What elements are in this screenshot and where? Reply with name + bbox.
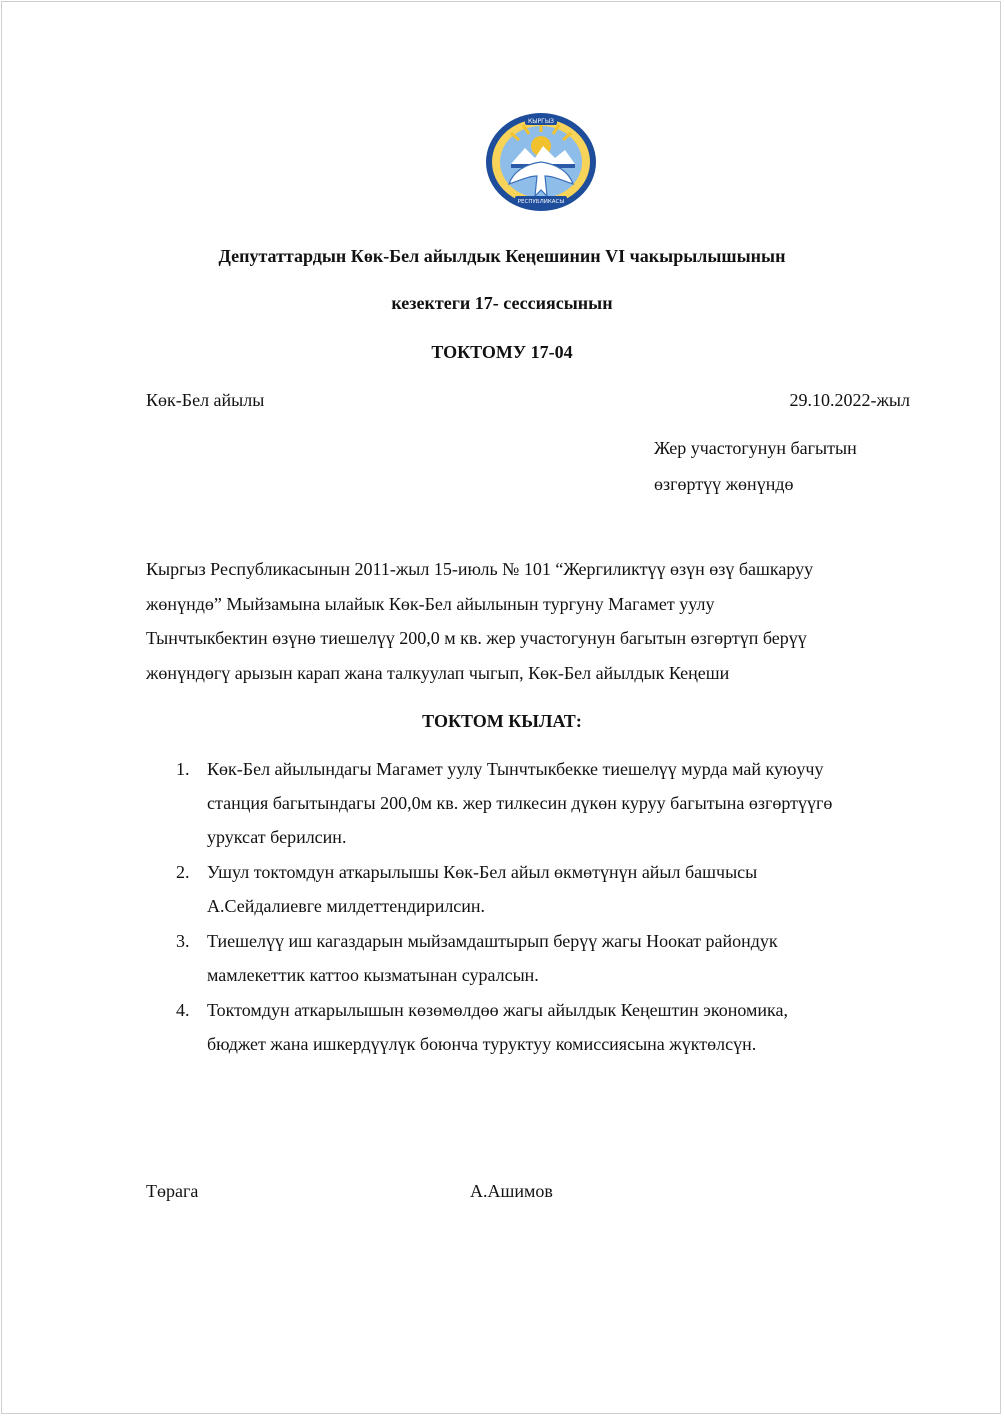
emblem-bottom-text: РЕСПУБЛИКАСЫ <box>517 199 565 205</box>
emblem-top-text: КЫРГЫЗ <box>528 118 554 125</box>
list-item-line: Токтомдун аткарылышын көзөмөлдөө жагы айылдык Кеңештин экономика, <box>207 1000 788 1020</box>
preamble-line: Тынчтыкбектин өзүнө тиешелүү 200,0 м кв. жер участогунун багытын өзгөртүп берүү <box>146 628 807 648</box>
list-item-number: 4. <box>176 1000 190 1020</box>
subject-line-2: өзгөртүү жөнүндө <box>654 474 794 494</box>
signature-role: Төрага <box>146 1181 199 1201</box>
list-item <box>176 924 778 992</box>
list-item <box>176 855 757 923</box>
signature-name: А.Ашимов <box>470 1181 553 1201</box>
list-item-line: А.Сейдалиевге милдеттендирилсин. <box>207 896 486 916</box>
list-item <box>176 752 832 854</box>
list-item-line: Тиешелүү иш кагаздарын мыйзамдаштырып берүү жагы Ноокат райондук <box>207 931 778 951</box>
date: 29.10.2022-жыл <box>789 390 910 410</box>
preamble-line: жөнүндөгү арызын карап жана талкуулап чыгып, Көк-Бел айылдык Кеңеши <box>146 662 730 683</box>
header-line-2: кезектеги 17- сессиясынын <box>391 293 613 313</box>
list-item-line: бюджет жана ишкердүүлүк боюнча туруктуу комиссиясына жүктөлсүн. <box>207 1034 757 1054</box>
preamble <box>146 552 906 690</box>
resolve-heading: ТОКТОМ КЫЛАТ: <box>422 711 582 731</box>
list-item-line: Көк-Бел айылындагы Магамет уулу Тынчтыкбекке тиешелүү мурда май куюучу <box>207 759 824 779</box>
list-item-number: 2. <box>176 862 190 882</box>
state-emblem-icon <box>485 112 597 212</box>
preamble-line: Кыргыз Республикасынын 2011-жыл 15-июль № 101 “Жергиликтүү өзүн өзү башкаруу <box>146 559 814 579</box>
list-item-number: 3. <box>176 931 190 951</box>
preamble-line: жөнүндө” Мыйзамына ылайык Көк-Бел айылынын тургуну Магамет уулу <box>146 593 715 614</box>
place: Көк-Бел айылы <box>146 390 265 410</box>
page-border <box>1 1 1001 1414</box>
list-item-line: мамлекеттик каттоо кызматынан суралсын. <box>207 965 539 985</box>
list-item-number: 1. <box>176 759 190 779</box>
list-item-line: Ушул токтомдун аткарылышы Көк-Бел айыл өкмөтүнүн айыл башчысы <box>207 862 758 882</box>
subject-line-1: Жер участогунун багытын <box>654 438 857 458</box>
list-item <box>176 993 788 1061</box>
header-line-1: Депутаттардын Көк-Бел айылдык Кеңешинин VI чакырылышынын <box>218 246 786 266</box>
document-title: ТОКТОМУ 17-04 <box>431 342 573 362</box>
list-item-line: уруксат берилсин. <box>207 827 347 847</box>
list-item-line: станция багытындагы 200,0м кв. жер тилкесин дүкөн куруу багытына өзгөртүүгө <box>207 793 833 813</box>
